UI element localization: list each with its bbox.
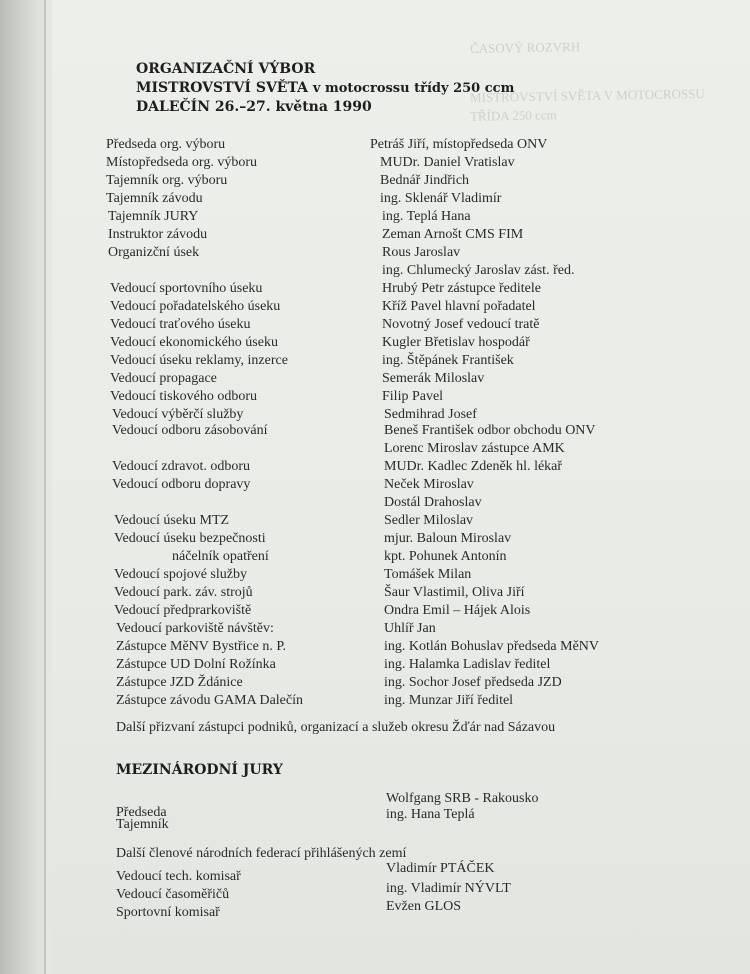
jury-role: Tajemník xyxy=(116,817,169,832)
official-role: Sportovní komisař xyxy=(116,905,220,920)
committee-role: Místopředseda org. výboru xyxy=(106,155,257,170)
committee-role: Vedoucí spojové služby xyxy=(114,567,247,582)
committee-row xyxy=(114,566,714,584)
committee-row xyxy=(106,172,706,190)
committee-role: náčelník opatření xyxy=(172,549,269,564)
committee-row xyxy=(116,656,716,674)
committee-row xyxy=(112,494,712,512)
title-line-2-rest: v motocrossu třídy 250 ccm xyxy=(312,81,515,96)
committee-row xyxy=(114,548,714,566)
committee-role: Organizční úsek xyxy=(108,245,200,260)
committee-role: Předseda org. výboru xyxy=(106,137,226,152)
committee-role: Vedoucí odboru dopravy xyxy=(112,477,251,492)
official-row xyxy=(116,899,616,922)
committee-role: Vedoucí propagace xyxy=(110,371,217,386)
jury-name: Wolfgang SRB - Rakousko xyxy=(386,791,539,806)
title-line-2-bold: MISTROVSTVÍ SVĚTA xyxy=(136,80,308,96)
committee-name: Ondra Emil – Hájek Alois xyxy=(384,603,531,618)
show-through-text: TŘÍDA 250 ccm xyxy=(469,107,557,124)
committee-row xyxy=(116,620,716,638)
title-line-3: DALEČÍN 26.–27. května 1990 xyxy=(136,99,372,115)
committee-name: MUDr. Daniel Vratislav xyxy=(380,155,515,170)
committee-name: Sedmihrad Josef xyxy=(384,407,477,422)
committee-name: kpt. Pohunek Antonín xyxy=(384,549,507,564)
official-row xyxy=(116,881,616,904)
committee-row xyxy=(108,262,708,280)
committee-row xyxy=(106,190,706,208)
committee-row xyxy=(110,316,710,334)
federations-note: Další členové národních federací přihlášených zemí xyxy=(116,846,407,861)
committee-name: Šaur Vlastimil, Oliva Jiří xyxy=(384,585,525,600)
title-line-1: ORGANIZAČNÍ VÝBOR xyxy=(136,61,316,77)
committee-row xyxy=(114,584,714,602)
committee-row xyxy=(108,208,708,226)
document-title xyxy=(136,60,514,117)
committee-row xyxy=(114,512,714,530)
committee-name: Sedler Miloslav xyxy=(384,513,474,528)
committee-role: Vedoucí předprarkoviště xyxy=(114,603,252,618)
committee-name: Neček Miroslav xyxy=(384,477,474,492)
committee-role: Vedoucí výběrčí služby xyxy=(112,407,244,422)
committee-name: ing. Chlumecký Jaroslav zást. řed. xyxy=(382,263,575,278)
committee-role: Vedoucí úseku MTZ xyxy=(114,513,230,528)
committee-name: Hrubý Petr zástupce ředitele xyxy=(382,281,541,296)
committee-role: Vedoucí úseku reklamy, inzerce xyxy=(110,353,288,368)
committee-role: Vedoucí odboru zásobování xyxy=(112,423,268,438)
committee-row xyxy=(106,154,706,172)
committee-row xyxy=(114,602,714,620)
committee-name: Tomášek Milan xyxy=(384,567,472,582)
committee-name: Dostál Drahoslav xyxy=(384,495,482,510)
committee-row xyxy=(116,692,716,710)
committee-name: Beneš František odbor obchodu ONV xyxy=(384,423,596,438)
committee-name: Kříž Pavel hlavní pořadatel xyxy=(382,299,536,314)
committee-role: Zástupce JZD Ždánice xyxy=(116,675,243,690)
committee-row xyxy=(112,458,712,476)
title-line-2 xyxy=(136,79,514,98)
committee-row xyxy=(116,674,716,692)
committee-name: Petráš Jiří, místopředseda ONV xyxy=(370,137,548,152)
committee-name: Filip Pavel xyxy=(382,389,444,404)
committee-row xyxy=(116,638,716,656)
committee-row xyxy=(106,136,706,154)
committee-name: ing. Halamka Ladislav ředitel xyxy=(384,657,551,672)
committee-role: Vedoucí traťového úseku xyxy=(110,317,251,332)
page-fold xyxy=(44,0,46,974)
committee-name: mjur. Baloun Miroslav xyxy=(384,531,512,546)
committee-name: Rous Jaroslav xyxy=(382,245,461,260)
committee-name: ing. Teplá Hana xyxy=(382,209,471,224)
committee-role: Vedoucí zdravot. odboru xyxy=(112,459,251,474)
committee-role: Vedoucí park. záv. strojů xyxy=(114,585,253,600)
committee-role: Vedoucí úseku bezpečnosti xyxy=(114,531,266,546)
committee-role: Vedoucí parkoviště návštěv: xyxy=(116,621,274,636)
committee-row xyxy=(108,226,708,244)
committee-row xyxy=(112,422,712,440)
committee-name: ing. Sklenář Vladimír xyxy=(380,191,502,206)
committee-role: Zástupce MěNV Bystřice n. P. xyxy=(116,639,287,654)
committee-role: Vedoucí ekonomického úseku xyxy=(110,335,278,350)
committee-row xyxy=(110,280,710,298)
committee-role: Zástupce závodu GAMA Dalečín xyxy=(116,693,303,708)
committee-row xyxy=(110,298,710,316)
committee-row xyxy=(114,530,714,548)
committee-name: Uhlíř Jan xyxy=(384,621,436,636)
committee-name: Bednář Jindřich xyxy=(380,173,470,188)
committee-role: Instruktor závodu xyxy=(108,227,208,242)
committee-name: Lorenc Miroslav zástupce AMK xyxy=(384,441,565,456)
official-name: Evžen GLOS xyxy=(386,899,462,914)
committee-row xyxy=(112,476,712,494)
committee-name: Kugler Břetislav hospodář xyxy=(382,335,530,350)
official-name: ing. Vladimír NÝVLT xyxy=(386,881,511,896)
committee-name: ing. Štěpánek František xyxy=(382,353,514,368)
additional-representatives-note: Další přizvaní zástupci podniků, organizací a služeb okresu Žďár nad Sázavou xyxy=(116,720,556,735)
committee-row xyxy=(110,334,710,352)
committee-row xyxy=(110,370,710,388)
committee-name: ing. Kotlán Bohuslav předseda MěNV xyxy=(384,639,600,654)
official-role: Vedoucí časoměřičů xyxy=(116,887,230,902)
jury-name: ing. Hana Teplá xyxy=(386,807,475,822)
committee-name: Semerák Miloslav xyxy=(382,371,485,386)
committee-row xyxy=(110,388,710,406)
jury-heading: MEZINÁRODNÍ JURY xyxy=(116,762,283,778)
committee-name: ing. Sochor Josef předseda JZD xyxy=(384,675,562,690)
committee-name: Zeman Arnošt CMS FIM xyxy=(382,227,524,242)
committee-name: MUDr. Kadlec Zdeněk hl. lékař xyxy=(384,459,563,474)
committee-name: Novotný Josef vedoucí tratě xyxy=(382,317,540,332)
committee-role: Tajemník JURY xyxy=(108,209,199,224)
committee-name: ing. Munzar Jiří ředitel xyxy=(384,693,514,708)
show-through-text: MISTROVSTVÍ SVĚTA V MOTOCROSSU xyxy=(469,85,705,106)
official-name: Vladimír PTÁČEK xyxy=(386,861,495,876)
committee-role: Tajemník org. výboru xyxy=(106,173,228,188)
committee-row xyxy=(110,352,710,370)
committee-role: Zástupce UD Dolní Rožínka xyxy=(116,657,276,672)
committee-role: Tajemník závodu xyxy=(106,191,203,206)
committee-row xyxy=(108,244,708,262)
official-row xyxy=(116,861,616,886)
committee-row xyxy=(112,440,712,458)
committee-role: Vedoucí sportovního úseku xyxy=(110,281,263,296)
committee-role: Vedoucí tiskového odboru xyxy=(110,389,257,404)
committee-role: Vedoucí pořadatelského úseku xyxy=(110,299,281,314)
official-role: Vedoucí tech. komisař xyxy=(116,869,241,884)
show-through-text: ČASOVÝ ROZVRH xyxy=(469,39,581,56)
jury-role: Předseda xyxy=(116,805,167,820)
